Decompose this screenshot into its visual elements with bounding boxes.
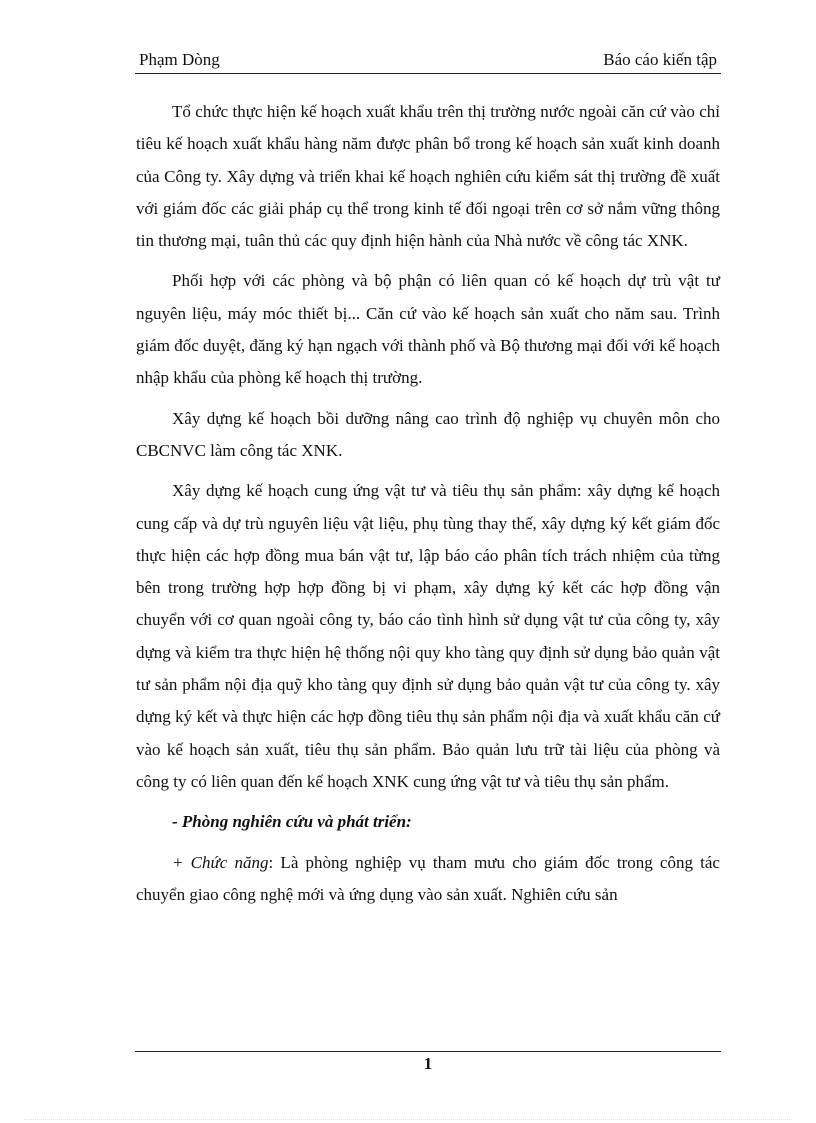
paragraph-training: Xây dựng kế hoạch bồi dưỡng nâng cao trình độ nghiệp vụ chuyên môn cho CBCNVC làm công tác XNK. <box>136 408 720 460</box>
header-report-title: Báo cáo kiến tập <box>603 50 717 69</box>
page-header <box>135 49 721 74</box>
function-label: + Chức năng <box>172 852 269 872</box>
page-number: 1 <box>423 1054 433 1073</box>
page-bottom-edge <box>24 1119 792 1120</box>
function-text: : Là phòng nghiệp vụ tham mưu cho giám đốc trong công tác chuyển giao công nghệ mới và ứng dụng vào sản xuất. Nghiên cứu sản <box>136 852 720 904</box>
paragraph-supply-plan: Xây dựng kế hoạch cung ứng vật tư và tiêu thụ sản phẩm: xây dựng kế hoạch cung cấp và dự trù nguyên liệu vật liệu, phụ tùng thay thế, xây dựng ký kết giám đốc thực hiện các hợp đồng mua bán vật tư, lập báo cáo phân tích trách nhiệm của từng bên trong trường hợp hợp đồng bị vi phạm, xây dựng ký kết các hợp đồng vận chuyển với cơ quan ngoài công ty, báo cáo tình hình sử dụng vật tư của công ty, xây dựng và kiểm tra thực hiện hệ thống nội quy kho tàng quy định sử dụng bảo quản vật tư sản phẩm nội địa quỹ kho tàng quy định sử dụng bảo quản vật tư của công ty. xây dựng ký kết và thực hiện các hợp đồng tiêu thụ sản phẩm nội địa và xuất khẩu căn cứ vào kế hoạch sản xuất, tiêu thụ sản phẩm. Bảo quản lưu trữ tài liệu của phòng và công ty có liên quan đến kế hoạch XNK cung ứng vật tư và tiêu thụ sản phẩm. <box>136 481 720 791</box>
paragraph-export-plan: Tổ chức thực hiện kế hoạch xuất khẩu trên thị trường nước ngoài căn cứ vào chỉ tiêu kế hoạch xuất khẩu hàng năm được phân bổ trong kế hoạch sản xuất kinh doanh của Công ty. Xây dựng và triển khai kế hoạch nghiên cứu kiểm sát thị trường đề xuất với giám đốc các giải pháp cụ thể trong kinh tế đối ngoại trên cơ sở nắm vững thông tin thương mại, tuân thủ các quy định hiện hành của Nhà nước về công tác XNK. <box>136 102 720 251</box>
footer-divider <box>135 1051 721 1052</box>
section-heading-rnd: - Phòng nghiên cứu và phát triển: <box>172 812 412 832</box>
paragraph-function <box>136 847 720 912</box>
document-body <box>136 96 720 919</box>
paragraph-coordination: Phối hợp với các phòng và bộ phận có liên quan có kế hoạch dự trù vật tư nguyên liệu, máy móc thiết bị... Căn cứ vào kế hoạch sản xuất cho năm sau. Trình giám đốc duyệt, đăng ký hạn ngạch với thành phố và Bộ thương mại đối với kế hoạch nhập khẩu của phòng kế hoạch thị trường. <box>136 271 720 388</box>
header-author: Phạm Dòng <box>139 50 220 69</box>
